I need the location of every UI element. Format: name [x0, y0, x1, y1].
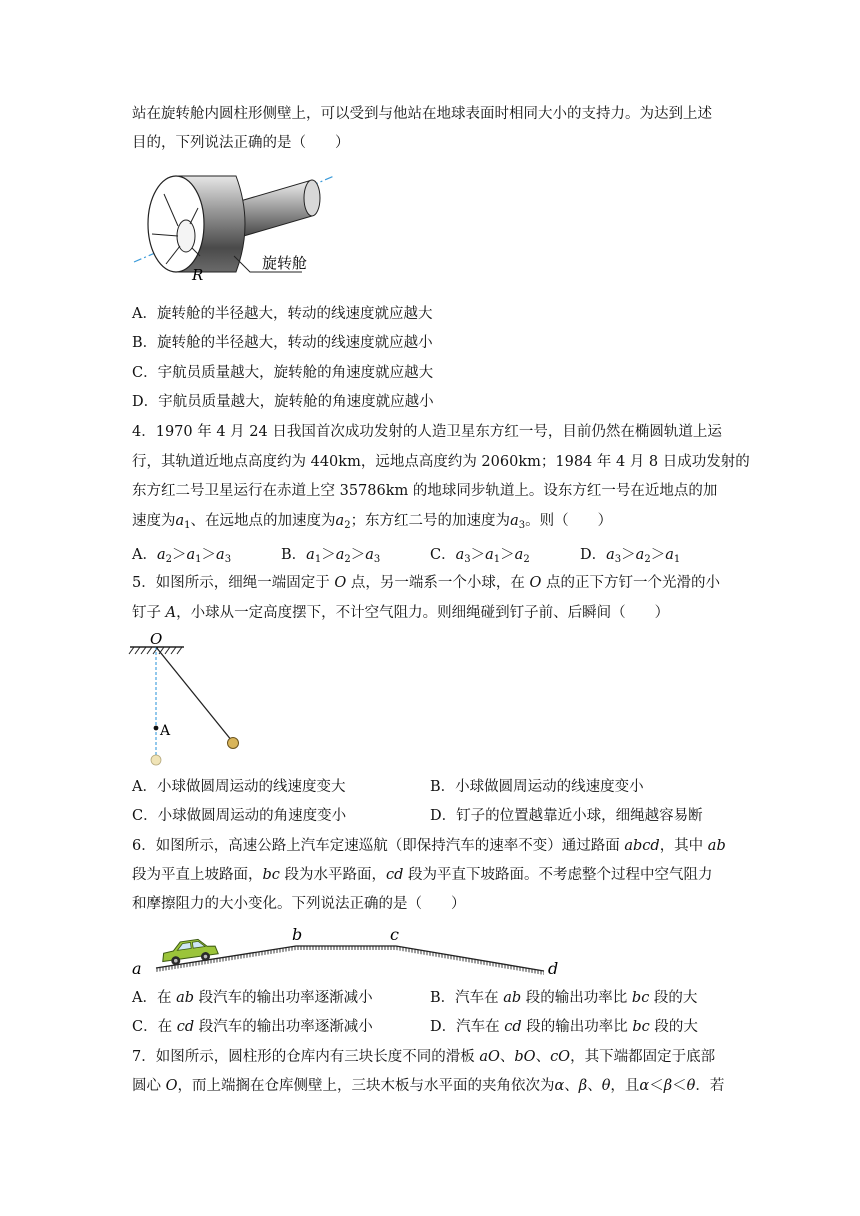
q3-option-d: D．宇航员质量越大，旋转舱的角速度就应越小	[132, 394, 434, 410]
point-c-label: c	[390, 925, 399, 944]
pendulum-figure	[126, 628, 256, 770]
q5-option-b: B．小球做圆周运动的线速度变小	[430, 779, 644, 795]
ball-ghost	[151, 755, 161, 765]
q6-option-d: D．汽车在 cd 段的输出功率比 bc 段的大	[430, 1019, 698, 1035]
q5-stem-line1: 5．如图所示，细绳一端固定于 O 点，另一端系一个小球，在 O 点的正下方钉一个光滑的小	[132, 575, 720, 591]
q4-stem-line4: 速度为$a_1$、在远地点的加速度为$a_2$；东方红二号的加速度为$a_3$。则（ ）	[132, 513, 613, 531]
q6-option-b: B．汽车在 ab 段的输出功率比 bc 段的大	[430, 990, 698, 1006]
q7-stem-line2: 圆心 O，而上端搁在仓库侧壁上，三块木板与水平面的夹角依次为α、β、θ，且α＜β＜θ．若	[132, 1078, 725, 1094]
q5-stem-line2: 钉子 A，小球从一定高度摆下，不计空气阻力。则细绳碰到钉子前、后瞬间（ ）	[132, 605, 670, 621]
pivot-label-o: O	[150, 630, 163, 648]
q4-stem-line3: 东方红二号卫星运行在赤道上空 35786km 的地球同步轨道上。设东方红一号在近地点的加	[132, 483, 718, 499]
nail-a	[154, 726, 159, 731]
point-b-label: b	[292, 925, 303, 944]
q6-option-a: A．在 ab 段汽车的输出功率逐渐减小	[132, 990, 373, 1006]
q6-stem-line2: 段为平直上坡路面，bc 段为水平路面，cd 段为平直下坡路面。不考虑整个过程中空气阻力	[132, 867, 713, 883]
q3-stem-line1: 站在旋转舱内圆柱形侧壁上，可以受到与他站在地球表面时相同大小的支持力。为达到上述	[132, 106, 712, 122]
q4-option-a: A．$a_2>a_1>a_3$	[132, 547, 232, 565]
q3-option-b: B．旋转舱的半径越大，转动的线速度就应越小	[132, 335, 433, 351]
q6-option-c: C．在 cd 段汽车的输出功率逐渐减小	[132, 1019, 373, 1035]
cabin-front-face	[148, 176, 204, 272]
q4-option-b: B．$a_1>a_2>a_3$	[281, 547, 381, 565]
q6-stem-line1: 6．如图所示，高速公路上汽车定速巡航（即保持汽车的速率不变）通过路面 abcd，其中 ab	[132, 838, 726, 854]
rotating-cabin-figure	[126, 164, 346, 289]
nail-label-a: A	[160, 723, 171, 739]
q7-stem-line1: 7．如图所示，圆柱形的仓库内有三块长度不同的滑板 aO、bO、cO，其下端都固定于底部	[132, 1049, 716, 1065]
q4-option-c: C．$a_3>a_1>a_2$	[430, 547, 530, 565]
point-a-label: a	[132, 959, 142, 978]
q6-stem-line3: 和摩擦阻力的大小变化。下列说法正确的是（ ）	[132, 896, 466, 912]
q3-stem-line2: 目的，下列说法正确的是（ ）	[132, 135, 350, 151]
road-figure	[126, 922, 566, 980]
q4-stem-line2: 行，其轨道近地点高度约为 440km，远地点高度约为 2060km；1984 年 4 月 8 日成功发射的	[132, 454, 750, 470]
cabin-caption: 旋转舱	[262, 254, 308, 272]
q3-option-c: C．宇航员质量越大，旋转舱的角速度就应越大	[132, 365, 434, 381]
q5-option-d: D．钉子的位置越靠近小球，细绳越容易断	[430, 808, 703, 824]
q5-option-a: A．小球做圆周运动的线速度变大	[132, 779, 346, 795]
radius-label: R	[192, 266, 204, 284]
q4-option-d: D．$a_3>a_2>a_1$	[580, 547, 681, 565]
q3-option-a: A．旋转舱的半径越大，转动的线速度就应越大	[132, 306, 433, 322]
point-d-label: d	[548, 959, 559, 978]
ball	[228, 738, 239, 749]
q4-stem-line1: 4．1970 年 4 月 24 日我国首次成功发射的人造卫星东方红一号，目前仍然在椭圆轨道上运	[132, 424, 722, 440]
q5-option-c: C．小球做圆周运动的角速度变小	[132, 808, 347, 824]
